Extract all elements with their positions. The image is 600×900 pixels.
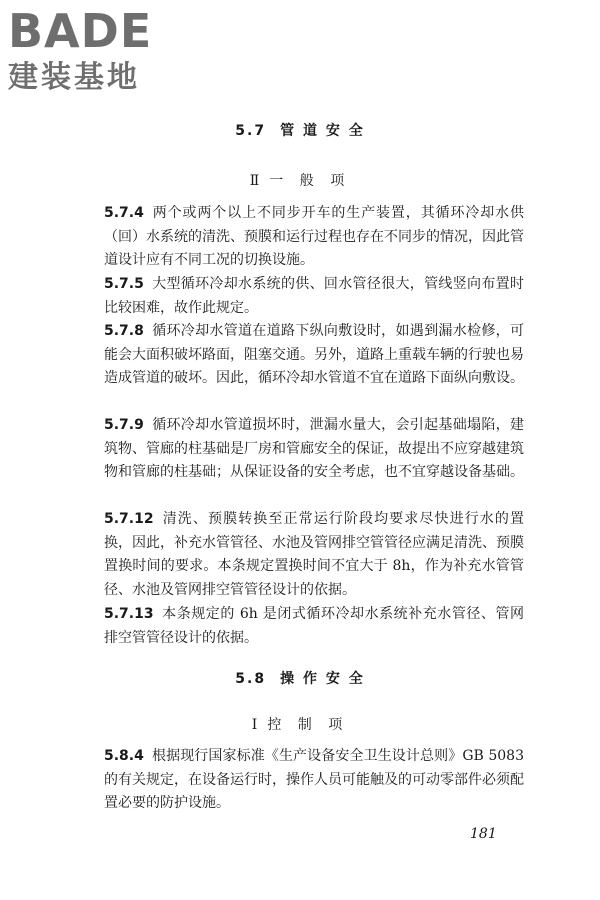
section-title: 管 道 安 全 (280, 123, 365, 139)
section-title: 操 作 安 全 (280, 671, 365, 687)
clause-number: 5.7.8 (104, 323, 144, 339)
clause-5-8-4 (104, 745, 524, 816)
subsection-heading-general (0, 170, 600, 190)
subsection-numeral: Ⅰ (251, 717, 258, 733)
subsection-numeral: Ⅱ (249, 173, 260, 189)
clause-number: 5.7.5 (104, 276, 144, 292)
section-number: 5.8 (235, 671, 267, 687)
clause-5-7-9 (104, 414, 524, 485)
clause-text: 清洗、预膜转换至正常运行阶段均要求尽快进行水的置换，因此，补充水管管径、水池及管网排空管管径应满足清洗、预膜置换时间的要求。本条规定置换时间不宜大于 8h，作为补充水管管径、水池及管网排空管管径设计的依据。 (104, 511, 524, 598)
logo (8, 6, 178, 96)
clause-text: 循环冷却水管道损坏时，泄漏水量大，会引起基础塌陷，建筑物、管廊的柱基础是厂房和管廊安全的保证，故提出不应穿越建筑物和管廊的柱基础；从保证设备的安全考虑，也不宜穿越设备基础。 (104, 417, 524, 480)
section-heading-5-8 (0, 668, 600, 688)
subsection-title: 一 般 项 (269, 173, 351, 189)
section-number: 5.7 (235, 123, 267, 139)
page-number: 181 (470, 826, 497, 842)
clause-number: 5.7.12 (104, 511, 154, 527)
clause-number: 5.8.4 (104, 748, 144, 764)
subsection-heading-control (0, 714, 600, 734)
clause-text: 本条规定的 6h 是闭式循环冷却水系统补充水管径、管网排空管管径设计的依据。 (104, 606, 524, 646)
clause-5-7-4 (104, 202, 524, 273)
clause-text: 根据现行国家标准《生产设备安全卫生设计总则》GB 5083 的有关规定，在设备运行时，操作人员可能触及的可动零部件必须配置必要的防护设施。 (104, 748, 524, 811)
logo-wordmark: BADE (8, 4, 153, 58)
clause-text: 循环冷却水管道在道路下纵向敷设时，如遇到漏水检修，可能会大面积破坏路面，阻塞交通。另外，道路上重载车辆的行驶也易造成管道的破坏。因此，循环冷却水管道不宜在道路下面纵向敷设。 (104, 323, 524, 386)
clause-5-7-13 (104, 603, 524, 650)
clause-5-7-5 (104, 273, 524, 320)
clause-number: 5.7.4 (104, 205, 144, 221)
subsection-title: 控 制 项 (267, 717, 349, 733)
clause-text: 两个或两个以上不同步开车的生产装置，其循环冷却水供（回）水系统的清洗、预膜和运行过程也存在不同步的情况，因此管道设计应有不同工况的切换设施。 (104, 205, 524, 268)
clause-text: 大型循环冷却水系统的供、回水管径很大，管线竖向布置时比较困难，故作此规定。 (104, 276, 524, 316)
clause-number: 5.7.9 (104, 417, 144, 433)
section-heading-5-7 (0, 120, 600, 140)
clause-5-7-12 (104, 508, 524, 602)
clause-number: 5.7.13 (104, 606, 154, 622)
clause-5-7-8 (104, 320, 524, 391)
logo-chinese: 建装基地 (8, 60, 140, 95)
